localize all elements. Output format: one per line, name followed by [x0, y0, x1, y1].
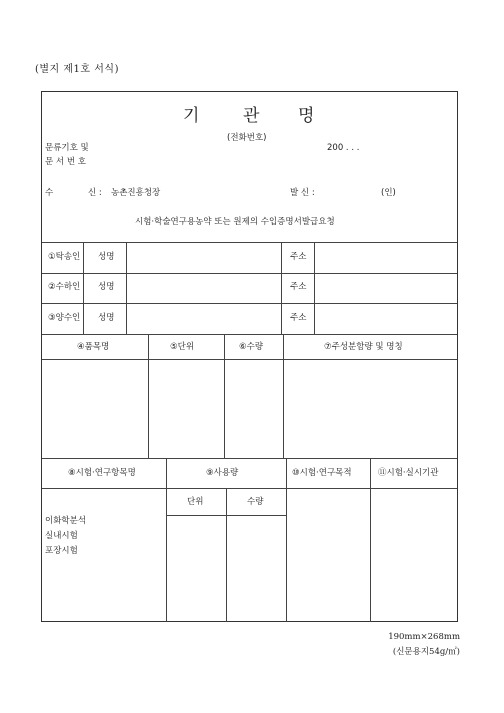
transferee-address-label: 주소	[290, 313, 307, 323]
person-label-consignee: ②수하인	[48, 282, 81, 292]
recipient-value: 농촌진흥청장	[111, 188, 161, 198]
doc-number-label: 문 서 번 호	[45, 157, 86, 167]
item-header-ingredient: ⑦주성분함량 및 명칭	[324, 342, 403, 352]
form-number-label: (별지 제1호 서식)	[35, 64, 119, 75]
test-item-field: 포장시험	[45, 546, 78, 556]
usage-sub-unit: 단위	[187, 497, 204, 507]
test-header-purpose: ⑩시험·연구목적	[292, 468, 352, 478]
test-item-physchem: 이화학분석	[45, 516, 87, 526]
shipper-name-label: 성명	[98, 252, 115, 262]
usage-sub-quantity: 수량	[247, 497, 264, 507]
test-header-item: ⑧시험·연구항목명	[68, 468, 136, 478]
item-header-quantity: ⑥수량	[239, 342, 264, 352]
item-header-product: ④품목명	[77, 342, 110, 352]
recipient-sep: 신 :	[88, 188, 102, 198]
date-field[interactable]: 200 . . .	[327, 143, 360, 153]
sender-label: 발 신 :	[290, 188, 315, 198]
application-form	[41, 91, 458, 622]
sender-seal: (인)	[381, 188, 396, 198]
doc-class-label: 문류기호 및	[45, 143, 89, 153]
title-char-2: 관	[243, 106, 260, 126]
recipient-label: 수	[45, 188, 54, 198]
consignee-address-label: 주소	[290, 282, 307, 292]
subject-line: 시험·학술연구용농약 또는 원제의 수입증명서발급요청	[135, 217, 335, 227]
title-char-1: 기	[183, 106, 200, 126]
paper-type-note: (신문용지54g/㎡)	[392, 647, 460, 657]
test-item-indoor: 실내시험	[45, 531, 78, 541]
person-label-transferee: ③양수인	[48, 313, 81, 323]
shipper-address-label: 주소	[290, 252, 307, 262]
paper-size-note: 190mm×268mm	[388, 632, 460, 642]
test-header-usage: ⑨사용량	[206, 468, 239, 478]
person-label-shipper: ①탁송인	[48, 252, 81, 262]
item-header-unit: ⑤단위	[170, 342, 195, 352]
test-header-institution: ⑪시험·실시기관	[378, 468, 439, 478]
consignee-name-label: 성명	[98, 282, 115, 292]
title-char-3: 명	[298, 106, 315, 126]
phone-label: (전화번호)	[227, 133, 267, 143]
transferee-name-label: 성명	[98, 313, 115, 323]
